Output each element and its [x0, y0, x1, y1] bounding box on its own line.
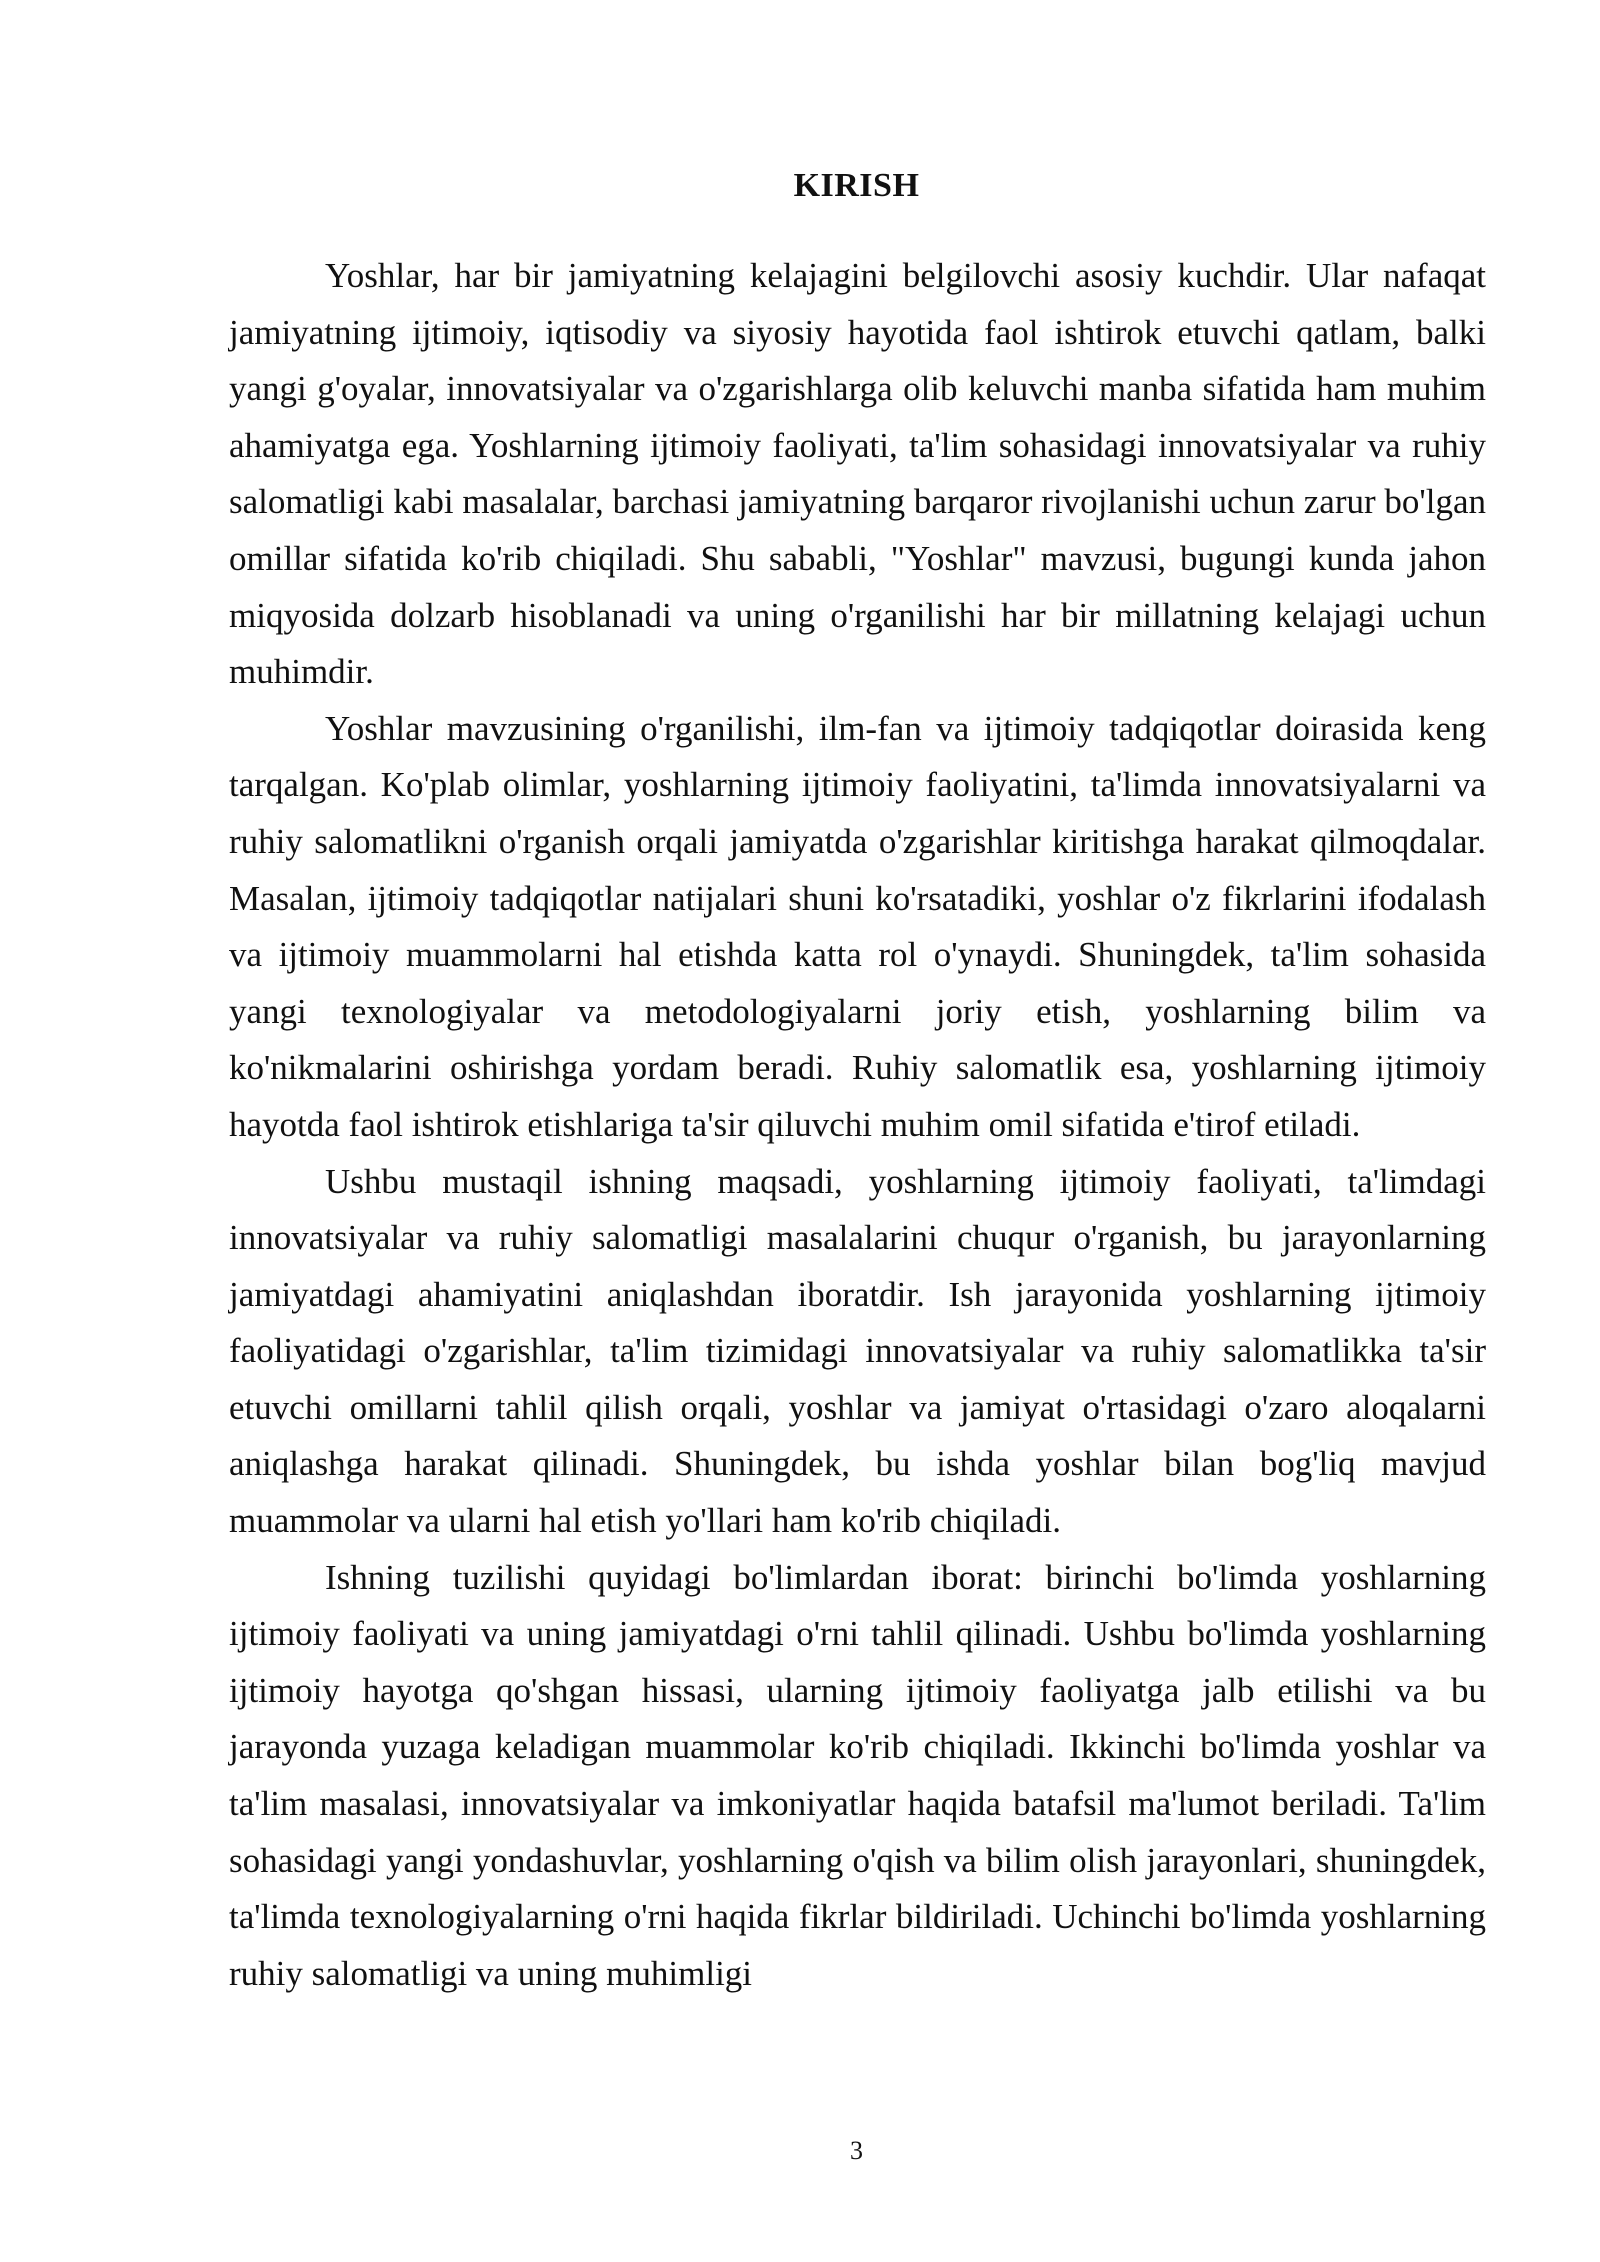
- paragraph-4: Ishning tuzilishi quyidagi bo'limlardan iborat: birinchi bo'limda yoshlarning ijtimoiy faoliyati va uning jamiyatdagi o'rni tahlil qilinadi. Ushbu bo'limda yoshlarning ijtimoiy hayotga qo'shgan hissasi, ularning ijtimoiy faoliyatga jalb etilishi va bu jarayonda yuzaga keladigan muammolar ko'rib chiqiladi. Ikkinchi bo'limda yoshlar va ta'lim masalasi, innovatsiyalar va imkoniyatlar haqida batafsil ma'lumot beriladi. Ta'lim sohasidagi yangi yondashuvlar, yoshlarning o'qish va bilim olish jarayonlari, shuningdek, ta'limda texnologiyalarning o'rni haqida fikrlar bildiriladi. Uchinchi bo'limda yoshlarning ruhiy salomatligi va uning muhimligi: [229, 1557, 1486, 1993]
- paragraph-2: Yoshlar mavzusining o'rganilishi, ilm-fan va ijtimoiy tadqiqotlar doirasida keng tarqalgan. Ko'plab olimlar, yoshlarning ijtimoiy faoliyatini, ta'limda innovatsiyalarni va ruhiy salomatlikni o'rganish orqali jamiyatda o'zgarishlar kiritishga harakat qilmoqdalar. Masalan, ijtimoiy tadqiqotlar natijalari shuni ko'rsatadiki, yoshlar o'z fikrlarini ifodalash va ijtimoiy muammolarni hal etishda katta rol o'ynaydi. Shuningdek, ta'lim sohasida yangi texnologiyalar va metodologiyalarni joriy etish, yoshlarning bilim va ko'nikmalarini oshirishga yordam beradi. Ruhiy salomatlik esa, yoshlarning ijtimoiy hayotda faol ishtirok etishlariga ta'sir qiluvchi muhim omil sifatida e'tirof etiladi.: [229, 708, 1486, 1144]
- paragraph-3: Ushbu mustaqil ishning maqsadi, yoshlarning ijtimoiy faoliyati, ta'limdagi innovatsiyalar va ruhiy salomatligi masalalarini chuqur o'rganish, bu jarayonlarning jamiyatdagi ahamiyatini aniqlashdan iboratdir. Ish jarayonida yoshlarning ijtimoiy faoliyatidagi o'zgarishlar, ta'lim tizimidagi innovatsiyalar va ruhiy salomatlikka ta'sir etuvchi omillarni tahlil qilish orqali, yoshlar va jamiyat o'rtasidagi o'zaro aloqalarni aniqlashga harakat qilinadi. Shuningdek, bu ishda yoshlar bilan bog'liq mavjud muammolar va ularni hal etish yo'llari ham ko'rib chiqiladi.: [229, 1161, 1486, 1541]
- body-text: [229, 248, 1486, 2002]
- page-number: 3: [850, 2136, 863, 2165]
- section-title: KIRISH: [793, 167, 920, 204]
- paragraph-1: Yoshlar, har bir jamiyatning kelajagini belgilovchi asosiy kuchdir. Ular nafaqat jamiyatning ijtimoiy, iqtisodiy va siyosiy hayotida faol ishtirok etuvchi qatlam, balki yangi g'oyalar, innovatsiyalar va o'zgarishlarga olib keluvchi manba sifatida ham muhim ahamiyatga ega. Yoshlarning ijtimoiy faoliyati, ta'lim sohasidagi innovatsiyalar va ruhiy salomatligi kabi masalalar, barchasi jamiyatning barqaror rivojlanishi uchun zarur bo'lgan omillar sifatida ko'rib chiqiladi. Shu sababli, "Yoshlar" mavzusi, bugungi kunda jahon miqyosida dolzarb hisoblanadi va uning o'rganilishi har bir millatning kelajagi uchun muhimdir.: [229, 256, 1486, 692]
